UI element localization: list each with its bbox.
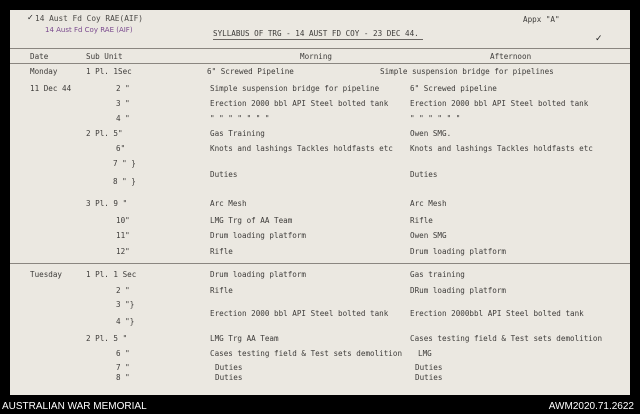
unit-heading: 14 Aust Fd Coy RAE(AIF) [35, 14, 143, 23]
cell-sub-unit: 2 Pl. 5" [86, 129, 123, 138]
cell-afternoon: Rifle [410, 216, 433, 225]
document-title: SYLLABUS OF TRG - 14 AUST FD COY - 23 DEC 44. [213, 29, 419, 38]
cell-afternoon: DRum loading platform [410, 286, 507, 295]
cell-sub-unit: 4 " [116, 114, 130, 123]
cell-afternoon: Arc Mesh [410, 199, 447, 208]
cell-afternoon: Knots and lashings Tackles holdfasts etc [410, 144, 593, 153]
cell-morning: Simple suspension bridge for pipeline [210, 84, 380, 93]
cell-morning: Cases testing field & Test sets demolition [210, 349, 403, 358]
column-header-morning: Morning [300, 52, 333, 61]
cell-sub-unit: 10" [116, 216, 130, 225]
cell-sub-unit: 7 " } [113, 159, 136, 168]
cell-sub-unit: 6 " [116, 349, 130, 358]
cell-morning: Duties [210, 170, 238, 179]
cell-afternoon: LMG [418, 349, 432, 358]
cell-sub-unit: 6" [116, 144, 126, 153]
cell-sub-unit: 2 " [116, 286, 130, 295]
cell-morning: Rifle [210, 247, 233, 256]
cell-sub-unit: 11" [116, 231, 130, 240]
cell-sub-unit: 3 Pl. 9 " [86, 199, 128, 208]
document-page [10, 10, 630, 395]
cell-morning: Erection 2000 bbl API Steel bolted tank [210, 99, 389, 108]
cell-afternoon: Duties [415, 373, 443, 382]
column-header-sub-unit: Sub Unit [86, 52, 123, 61]
cell-afternoon: Erection 2000 bbl API Steel bolted tank [410, 99, 589, 108]
title-underline [213, 39, 423, 40]
cell-afternoon: Duties [415, 363, 443, 372]
cell-afternoon: Gas training [410, 270, 465, 279]
corner-mark: ✓ [27, 13, 34, 22]
cell-morning: Knots and lashings Tackles holdfasts etc [210, 144, 393, 153]
cell-sub-unit: 12" [116, 247, 130, 256]
cell-afternoon: Erection 2000bbl API Steel bolted tank [410, 309, 584, 318]
appendix-label: Appx "A" [523, 15, 560, 24]
cell-sub-unit: 4 "} [116, 317, 135, 326]
column-header-date: Date [30, 52, 49, 61]
cell-morning: Rifle [210, 286, 233, 295]
section-divider-rule [10, 263, 630, 264]
cell-morning: Drum loading platform [210, 231, 307, 240]
footer-institution: AUSTRALIAN WAR MEMORIAL [2, 401, 147, 412]
cell-afternoon: Simple suspension bridge for pipelines [380, 67, 554, 76]
header-bottom-rule [10, 63, 630, 64]
cell-morning: Drum loading platform [210, 270, 307, 279]
cell-morning: " " " " " " " [210, 114, 270, 123]
column-header-afternoon: Afternoon [490, 52, 532, 61]
unit-stamp: 14 Aust Fd Coy RAE (AIF) [45, 26, 133, 34]
cell-sub-unit: 2 " [116, 84, 130, 93]
cell-afternoon: " " " " " " [410, 114, 461, 123]
cell-date: Tuesday [30, 270, 63, 279]
cell-sub-unit: 3 "} [116, 300, 135, 309]
cell-date: 11 Dec 44 [30, 84, 72, 93]
cell-morning: Duties [215, 373, 243, 382]
cell-morning: Erection 2000 bbl API Steel bolted tank [210, 309, 389, 318]
cell-morning: LMG Trg of AA Team [210, 216, 293, 225]
cell-afternoon: 6" Screwed pipeline [410, 84, 497, 93]
cell-date: Monday [30, 67, 58, 76]
cell-sub-unit: 2 Pl. 5 " [86, 334, 128, 343]
cell-sub-unit: 7 " [116, 363, 130, 372]
cell-morning: Gas Training [210, 129, 265, 138]
cell-sub-unit: 3 " [116, 99, 130, 108]
tick-mark: ✓ [595, 34, 603, 44]
cell-afternoon: Drum loading platform [410, 247, 507, 256]
cell-afternoon: Duties [410, 170, 438, 179]
footer-accession-number: AWM2020.71.2622 [548, 401, 634, 412]
header-top-rule [10, 48, 630, 49]
cell-sub-unit: 8 " [116, 373, 130, 382]
cell-sub-unit: 1 Pl. 1 Sec [86, 270, 137, 279]
cell-morning: 6" Screwed Pipeline [207, 67, 294, 76]
cell-afternoon: Cases testing field & Test sets demolition [410, 334, 603, 343]
cell-afternoon: Owen SMG [410, 231, 447, 240]
cell-sub-unit: 1 Pl. 1Sec [86, 67, 132, 76]
cell-morning: Arc Mesh [210, 199, 247, 208]
cell-afternoon: Owen SMG. [410, 129, 452, 138]
cell-morning: LMG Trg AA Team [210, 334, 279, 343]
cell-sub-unit: 8 " } [113, 177, 136, 186]
cell-morning: Duties [215, 363, 243, 372]
